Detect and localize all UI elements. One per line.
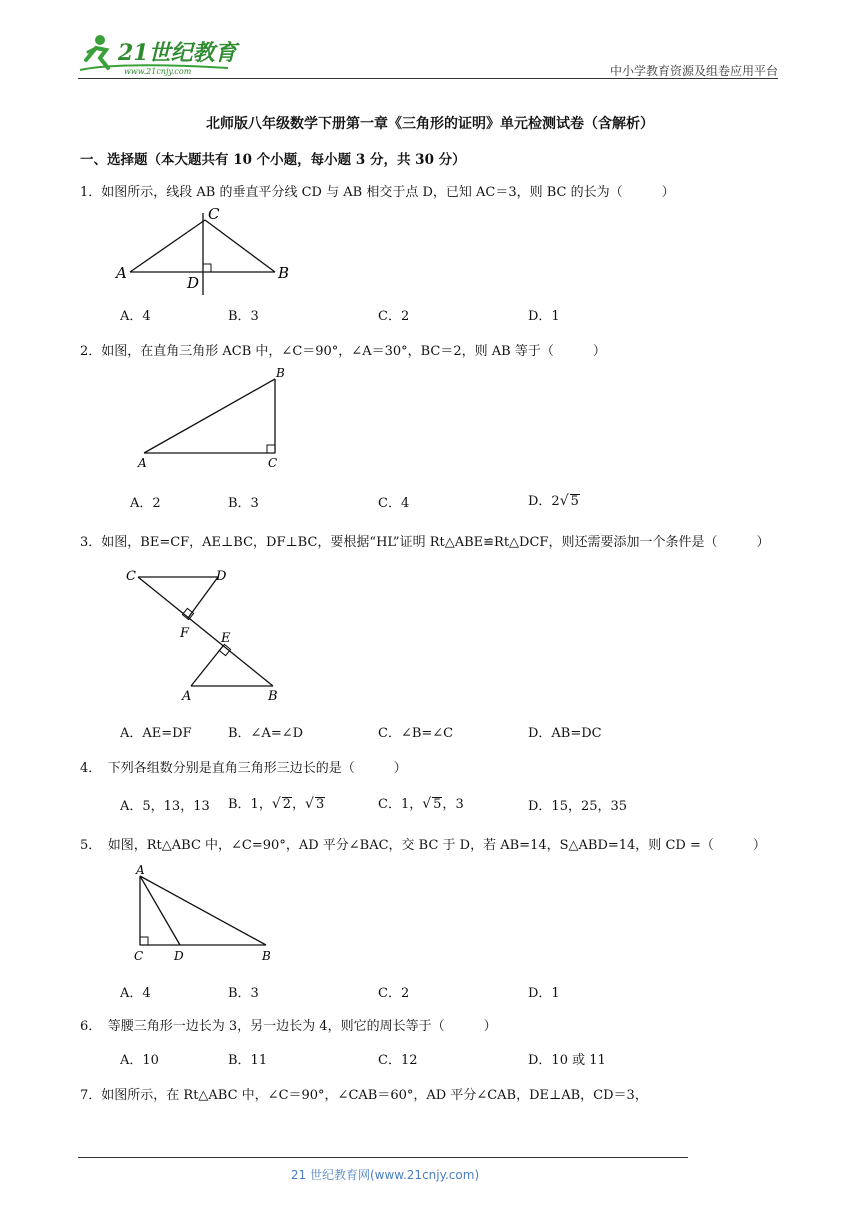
question-5-stem: 5． 如图，Rt△ABC 中，∠C=90°，AD 平分∠BAC，交 BC 于 D，若 AB=14，S△ABD=14，则 CD =（ ） [80,838,766,853]
label-C: C [268,456,278,470]
label-C: C [134,949,144,963]
q4-option-b[interactable]: B．1，√ 2，√ 3 [228,796,325,812]
q1-option-a[interactable]: A．4 [120,309,151,324]
logo-url: www.21cnjy.com [124,67,192,76]
page-title: 北师版八年级数学下册第一章《三角形的证明》单元检测试卷（含解析） [206,116,654,132]
q1-option-d[interactable]: D．1 [528,309,560,324]
q6-option-d[interactable]: D．10 或 11 [528,1053,606,1068]
label-B: B [276,366,285,380]
q5-option-b[interactable]: B．3 [228,986,259,1001]
q1-option-c[interactable]: C．2 [378,309,410,324]
header-divider [78,78,778,79]
q5-option-d[interactable]: D．1 [528,986,560,1001]
q6-option-c[interactable]: C．12 [378,1053,418,1068]
question-2-stem: 2．如图，在直角三角形 ACB 中，∠C＝90°，∠A＝30°，BC＝2，则 AB 等于（ ） [80,344,606,359]
question-1-stem: 1．如图所示，线段 AB 的垂直平分线 CD 与 AB 相交于点 D，已知 AC＝3，则 BC 的长为（ ） [80,185,675,200]
label-D: D [216,569,227,584]
footer-link[interactable]: 21 世纪教育网(www.21cnjy.com) [290,1168,480,1182]
sqrt-5: 5 [570,494,579,509]
question-2-figure [132,364,292,472]
question-1-figure [110,205,300,297]
question-4-stem: 4． 下列各组数分别是直角三角形三边长的是（ ） [80,761,407,776]
q3-option-b[interactable]: B．∠A=∠D [228,726,304,741]
q4-option-d[interactable]: D．15，25，35 [528,799,628,814]
label-D: D [174,949,184,963]
q2-option-d-label: D．2 [528,494,560,509]
q3-option-a[interactable]: A．AE=DF [120,726,192,741]
logo [78,30,248,78]
platform-label: 中小学教育资源及组卷应用平台 [609,64,778,78]
q1-option-b[interactable]: B．3 [228,309,259,324]
label-E: E [221,631,231,646]
q5-option-c[interactable]: C．2 [378,986,410,1001]
question-6-stem: 6． 等腰三角形一边长为 3，另一边长为 4，则它的周长等于（ ） [80,1019,497,1034]
q3-option-d[interactable]: D．AB=DC [528,726,602,741]
question-5-figure [128,862,278,967]
label-B: B [268,689,278,704]
q6-option-a[interactable]: A．10 [120,1053,159,1068]
q4-option-c-label: C．1， [378,797,423,812]
label-A: A [138,456,147,470]
footer-divider [78,1157,688,1158]
q4-option-a[interactable]: A．5，13，13 [120,799,210,814]
label-B: B [262,949,271,963]
label-B: B [278,264,290,282]
q6-option-b[interactable]: B．11 [228,1053,268,1068]
q4-option-c-last: 3 [455,797,464,812]
q2-option-d[interactable]: D．2√ 5 [528,493,579,509]
q3-option-c[interactable]: C．∠B=∠C [378,726,454,741]
q2-option-c[interactable]: C．4 [378,496,410,511]
q4-option-b-label: B．1， [228,797,272,812]
label-D: D [187,274,200,292]
sqrt-2: 2 [282,797,292,812]
label-A: A [116,264,127,282]
question-3-figure [118,560,293,705]
label-F: F [180,626,190,641]
q5-option-a[interactable]: A．4 [120,986,151,1001]
section-heading: 一、选择题（本大题共有 10 个小题，每小题 3 分，共 30 分） [80,152,466,168]
label-A: A [136,863,145,877]
sqrt-5: 5 [433,797,442,812]
label-A: A [182,689,192,704]
question-3-stem: 3．如图，BE=CF，AE⊥BC，DF⊥BC，要根据“HL”证明 Rt△ABE≌Rt△DCF，则还需要添加一个条件是（ ） [80,535,770,550]
logo-text: 21世纪教育 [118,40,237,66]
label-C: C [208,205,220,223]
q2-option-b[interactable]: B．3 [228,496,259,511]
q4-option-c[interactable]: C．1，√ 5，3 [378,796,464,812]
q2-option-a[interactable]: A．2 [130,496,161,511]
logo-runner-icon [78,30,248,78]
label-C: C [126,569,136,584]
sqrt-3: 3 [315,797,325,812]
question-7-stem: 7．如图所示，在 Rt△ABC 中，∠C＝90°，∠CAB＝60°，AD 平分∠CAB，DE⊥AB，CD＝3， [80,1088,648,1103]
